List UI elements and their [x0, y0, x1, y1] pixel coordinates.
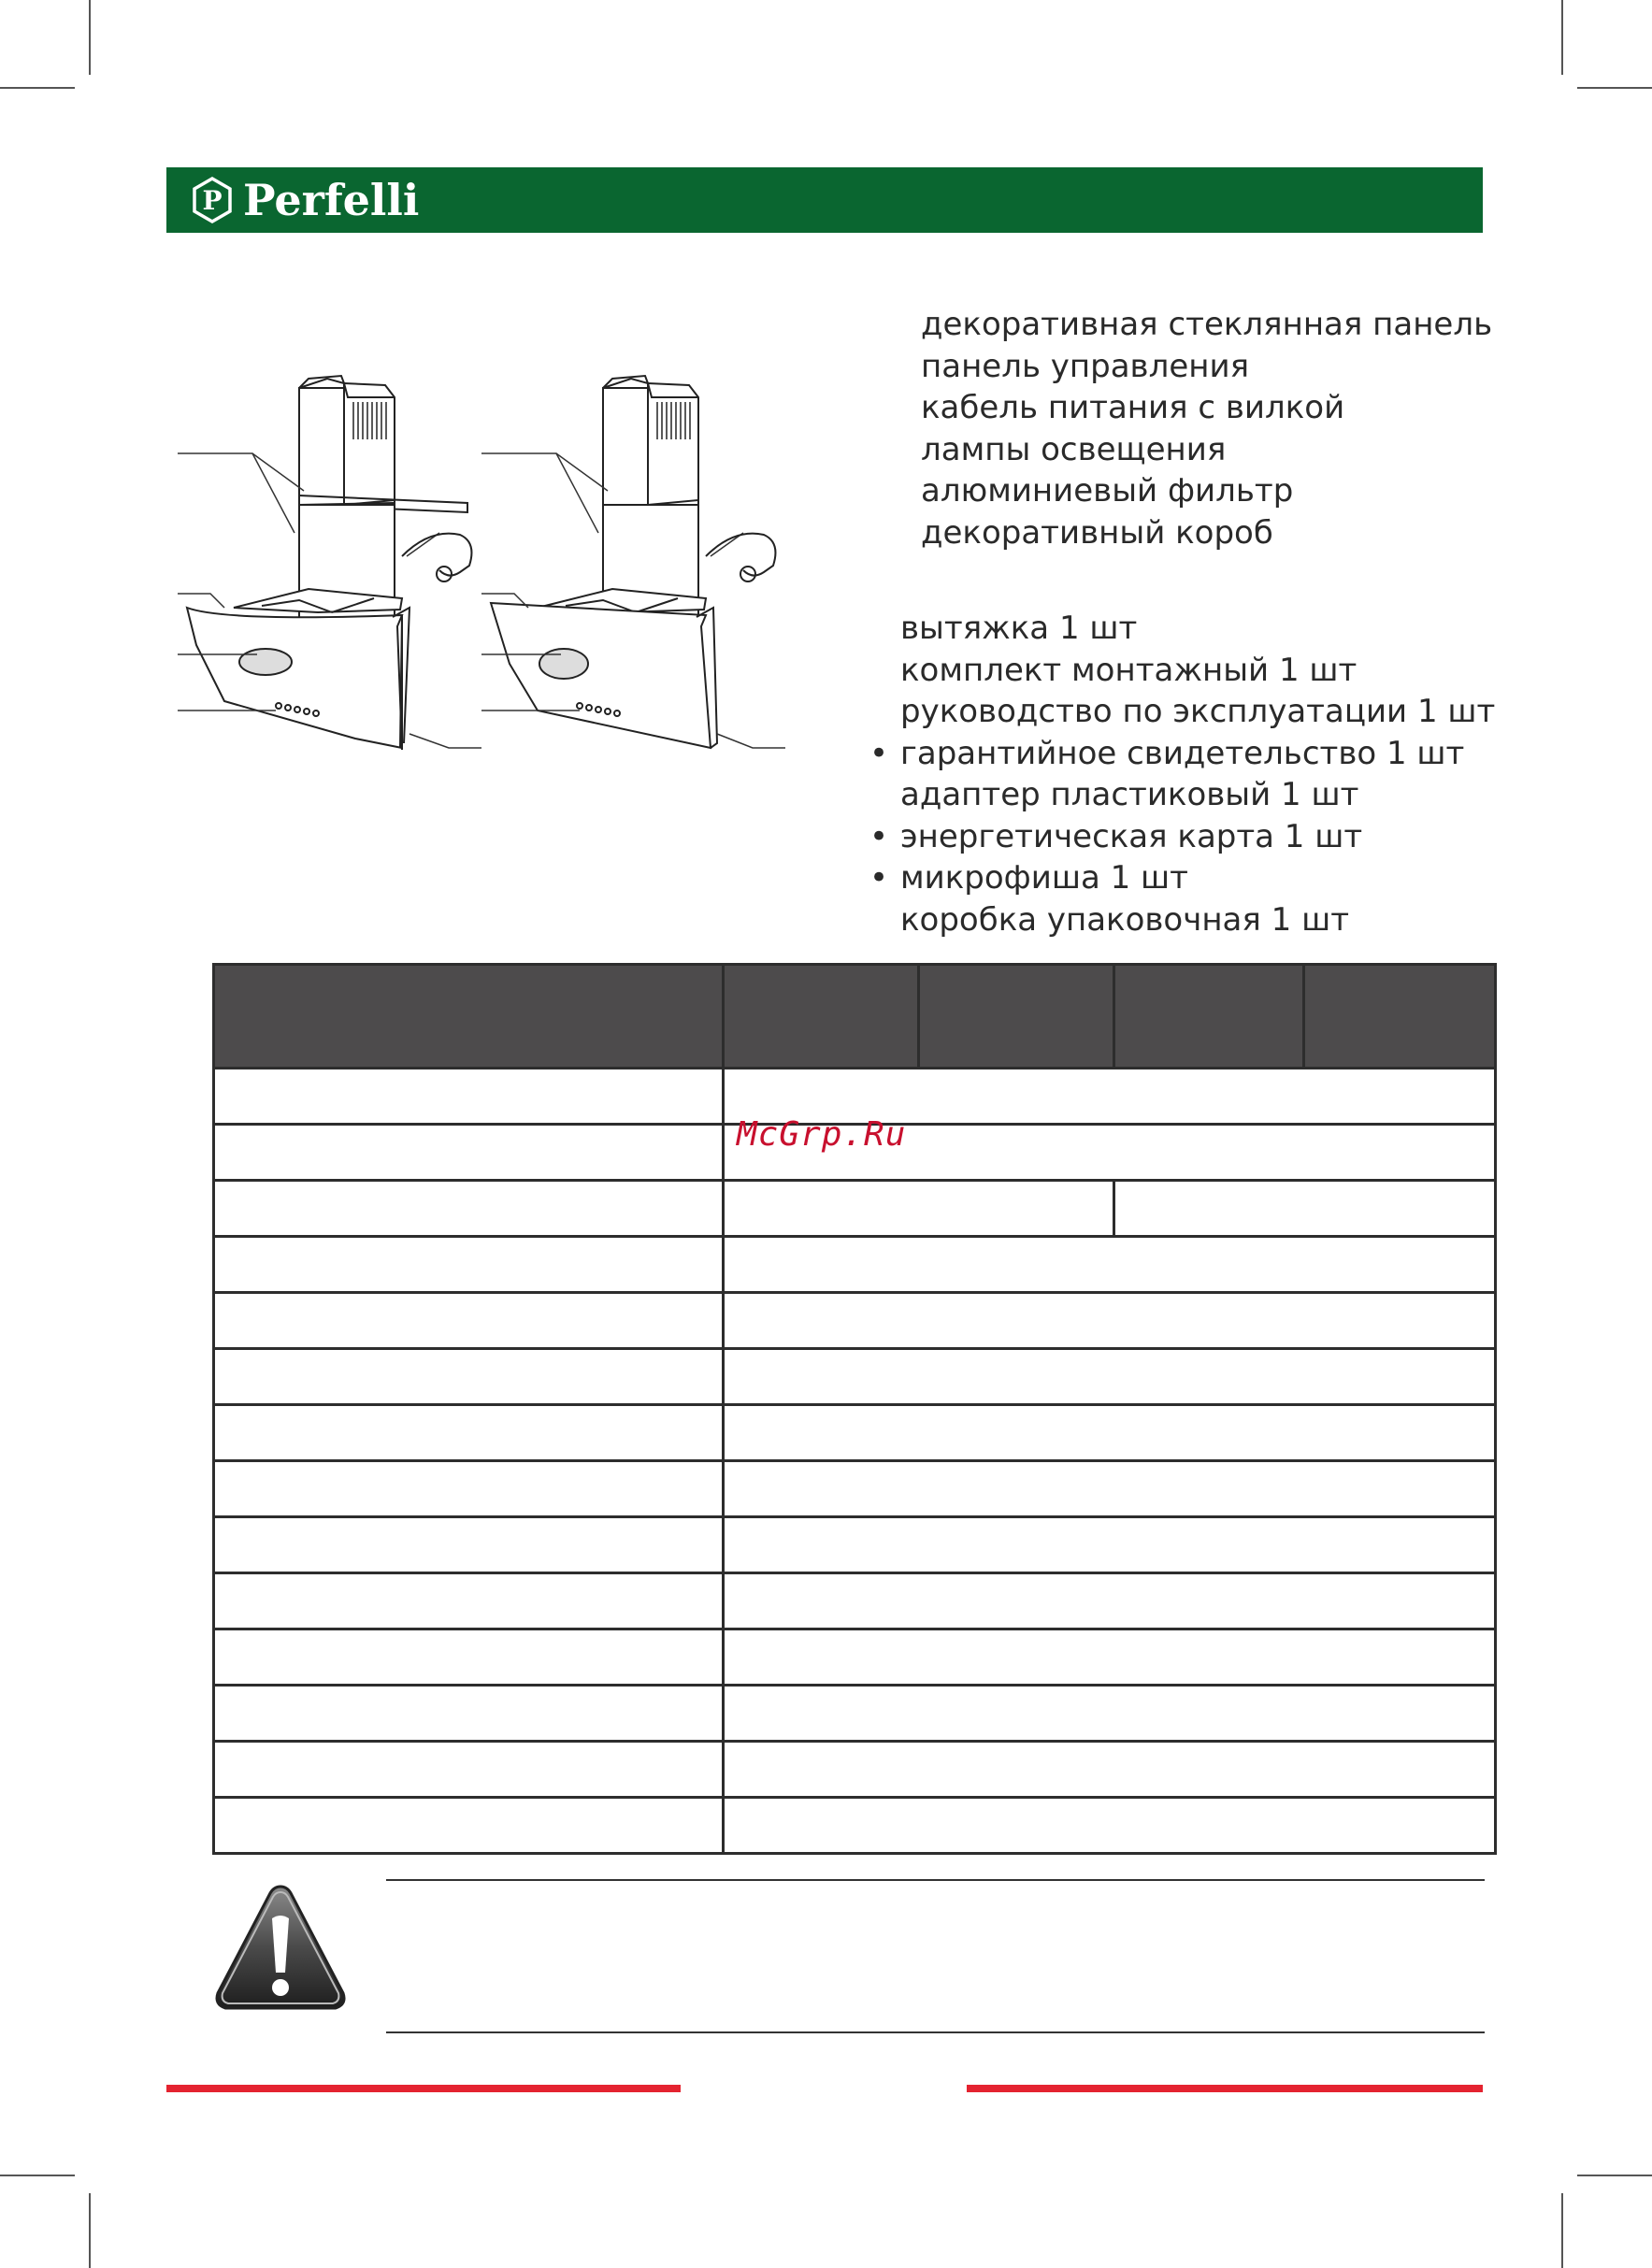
- table-cell: [724, 1798, 1496, 1854]
- brand-header: [166, 167, 1483, 233]
- table-row: [214, 1798, 1496, 1854]
- bullet: •: [869, 734, 889, 772]
- table-row: [214, 1461, 1496, 1517]
- table-row: [214, 1237, 1496, 1293]
- parts-item: декоративная стеклянная панель: [921, 306, 1493, 343]
- crop-mark: [89, 0, 91, 75]
- parts-item: алюминиевый фильтр: [921, 472, 1294, 510]
- table-cell: [214, 1125, 724, 1181]
- table-row: [214, 1686, 1496, 1742]
- bullet: •: [869, 817, 889, 855]
- brand-logo: [191, 175, 419, 225]
- contents-item: комплект монтажный 1 шт: [900, 651, 1358, 689]
- table-row: [214, 1349, 1496, 1405]
- table-cell: [214, 1461, 724, 1517]
- table-header-cell: [1114, 965, 1304, 1069]
- spec-table: [212, 963, 1497, 1855]
- table-header-cell: [1304, 965, 1496, 1069]
- table-cell: [214, 1181, 724, 1237]
- table-cell: [214, 1798, 724, 1854]
- crop-mark: [0, 2175, 75, 2176]
- table-cell: [724, 1461, 1496, 1517]
- table-header-cell: [214, 965, 724, 1069]
- crop-mark: [89, 2193, 91, 2268]
- footer-red-bar-right: [967, 2085, 1483, 2092]
- table-cell: [724, 1405, 1496, 1461]
- table-cell: [214, 1573, 724, 1629]
- crop-mark: [1577, 87, 1652, 89]
- table-cell: [724, 1237, 1496, 1293]
- contents-item: • энергетическая карта 1 шт: [869, 816, 1495, 858]
- table-cell: [724, 1517, 1496, 1573]
- table-cell: [1114, 1181, 1496, 1237]
- power-cable-left: [402, 534, 471, 581]
- table-cell: [214, 1742, 724, 1798]
- table-cell: [724, 1686, 1496, 1742]
- perfelli-logo-icon: [191, 177, 234, 223]
- table-header-cell: [919, 965, 1114, 1069]
- table-cell: [724, 1742, 1496, 1798]
- crop-mark: [1577, 2175, 1652, 2176]
- contents-item: коробка упаковочная 1 шт: [900, 900, 1350, 939]
- contents-item: руководство по эксплуатации 1 шт: [900, 693, 1496, 730]
- table-row: [214, 1742, 1496, 1798]
- table-cell: [724, 1349, 1496, 1405]
- parts-item: панель управления: [921, 347, 1250, 385]
- table-row: [214, 1405, 1496, 1461]
- table-cell: [724, 1573, 1496, 1629]
- parts-list: [921, 304, 1492, 554]
- warning-bottom-rule: [386, 2031, 1485, 2033]
- table-row: [214, 1629, 1496, 1686]
- contents-item: адаптер пластиковый 1 шт: [900, 776, 1359, 813]
- table-row: [214, 1293, 1496, 1349]
- table-cell: [214, 1686, 724, 1742]
- contents-item: • гарантийное свидетельство 1 шт: [869, 733, 1495, 775]
- power-cable-right: [706, 534, 775, 581]
- parts-item: лампы освещения: [921, 430, 1227, 468]
- table-cell: [724, 1629, 1496, 1686]
- footer-red-bar-left: [166, 2085, 681, 2092]
- bullet: •: [869, 859, 889, 897]
- table-cell: [214, 1293, 724, 1349]
- hood-diagram: [168, 365, 804, 757]
- watermark-text: McGrp.Ru: [737, 1115, 907, 1154]
- crop-mark: [0, 87, 75, 89]
- table-cell: [214, 1517, 724, 1573]
- table-cell: [214, 1237, 724, 1293]
- table-header-cell: [724, 965, 919, 1069]
- parts-item: декоративный короб: [921, 513, 1273, 552]
- table-header-row: [214, 965, 1496, 1069]
- warning-triangle-icon: [210, 1879, 351, 2019]
- contents-list: [869, 608, 1495, 940]
- contents-item: вытяжка 1 шт: [900, 610, 1138, 647]
- warning-top-rule: [386, 1879, 1485, 1881]
- contents-item: • микрофиша 1 шт: [869, 857, 1495, 899]
- svg-text:P: P: [202, 185, 223, 216]
- parts-item: кабель питания с вилкой: [921, 389, 1345, 427]
- table-row: [214, 1181, 1496, 1237]
- table-cell: [214, 1349, 724, 1405]
- brand-name: Perfelli: [243, 175, 420, 225]
- table-cell: [214, 1629, 724, 1686]
- table-cell: [214, 1405, 724, 1461]
- table-cell: [724, 1293, 1496, 1349]
- hood-drawing-right: [491, 376, 717, 748]
- table-cell: [724, 1181, 1114, 1237]
- table-row: [214, 1517, 1496, 1573]
- table-row: [214, 1573, 1496, 1629]
- hood-drawing-left: [187, 376, 467, 750]
- crop-mark: [1561, 2193, 1563, 2268]
- crop-mark: [1561, 0, 1563, 75]
- table-cell: [214, 1069, 724, 1125]
